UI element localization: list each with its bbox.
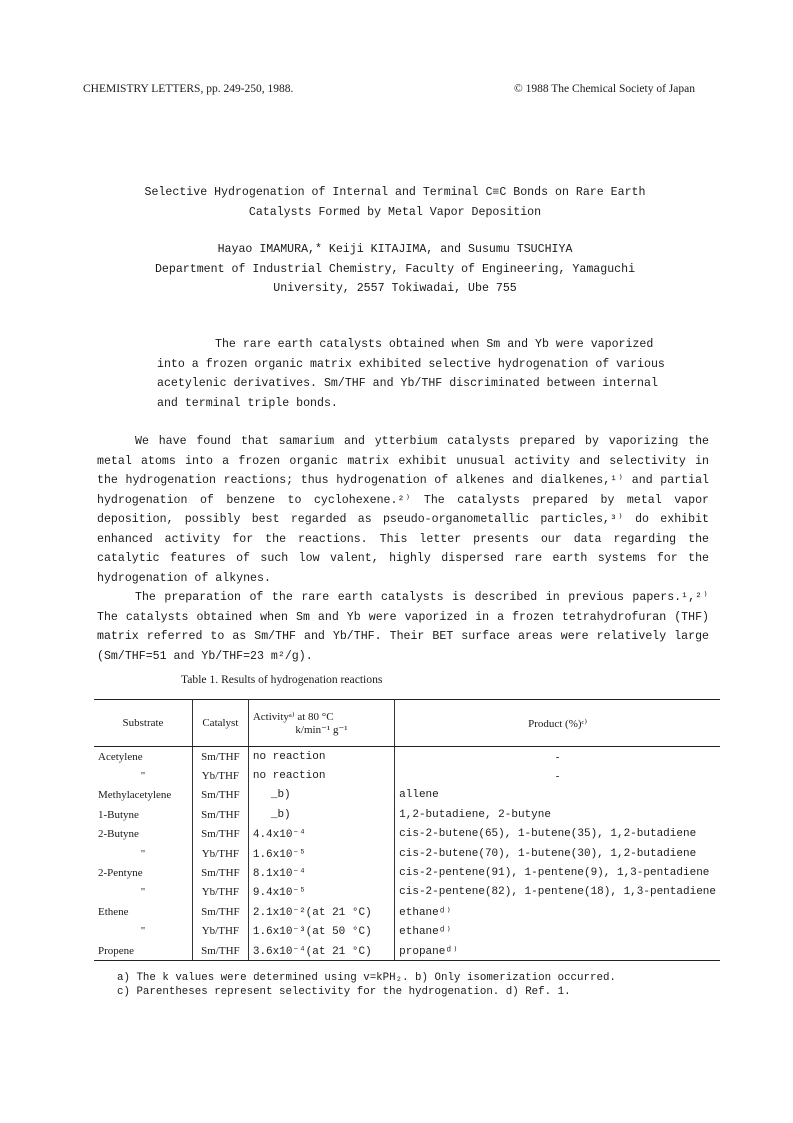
results-table-container — [94, 699, 720, 961]
cell-product: ethaneᵈ⁾ — [399, 926, 452, 939]
cell-product: 1,2-butadiene, 2-butyne — [399, 808, 551, 821]
abstract — [157, 335, 677, 413]
cell-product: ethaneᵈ⁾ — [399, 906, 452, 919]
cell-product: cis-2-butene(65), 1-butene(35), 1,2-butadiene — [399, 828, 697, 841]
cell-activity: no reaction — [248, 766, 394, 785]
cell-product: cis-2-pentene(82), 1-pentene(18), 1,3-pentadiene — [399, 886, 716, 899]
cell-catalyst: Sm/THF — [192, 747, 248, 767]
cell-substrate: Acetylene — [98, 750, 143, 763]
cell-activity: _b) — [248, 805, 394, 824]
affiliation-line-2: University, 2557 Tokiwadai, Ube 755 — [273, 282, 517, 295]
cell-substrate: Ethene — [98, 905, 129, 918]
cell-product: propaneᵈ⁾ — [395, 941, 720, 961]
table-row — [94, 902, 720, 921]
cell-product: - — [555, 770, 560, 783]
cell-catalyst: Sm/THF — [192, 902, 248, 921]
author-names: Hayao IMAMURA,* Keiji KITAJIMA, and Susumu TSUCHIYA — [217, 243, 573, 256]
table-row — [94, 941, 720, 961]
cell-product: allene — [399, 789, 439, 802]
header-activity-line-1: Activityᵃ⁾ at 80 °C — [252, 711, 334, 723]
cell-product: - — [555, 750, 560, 763]
cell-catalyst: Sm/THF — [192, 805, 248, 824]
cell-substrate: Propene — [94, 941, 192, 961]
header-product: Product (%)ᶜ⁾ — [395, 700, 720, 747]
table-caption: Table 1. Results of hydrogenation reactions — [181, 673, 383, 686]
cell-catalyst: Yb/THF — [192, 922, 248, 941]
table-footnotes — [117, 971, 717, 999]
footnote-line-1: a) The k values were determined using v=kPH₂. b) Only isomerization occurred. — [117, 972, 616, 984]
cell-activity: 8.1x10⁻⁴ — [248, 863, 394, 882]
table-row — [94, 747, 720, 767]
cell-catalyst: Sm/THF — [192, 786, 248, 805]
cell-substrate: " — [140, 925, 146, 938]
table-row — [94, 922, 720, 941]
cell-substrate: " — [140, 886, 146, 899]
paragraph-2: The preparation of the rare earth catalysts is described in previous papers.¹,²⁾ The catalysts obtained when Sm and Yb were vaporized in a frozen tetrahydrofuran (THF) matrix referred to as Sm/THF and Yb/THF. Their BET surface areas were relatively large (Sm/THF=51 and Yb/THF=23 m²/g). — [97, 591, 709, 663]
cell-activity: 3.6x10⁻⁴(at 21 °C) — [248, 941, 394, 961]
cell-product: cis-2-butene(70), 1-butene(30), 1,2-butadiene — [399, 847, 697, 860]
article-title — [90, 183, 700, 222]
table-header-row — [94, 700, 720, 747]
header-activity-line-2: k/min⁻¹ g⁻¹ — [295, 724, 348, 736]
table-row — [94, 766, 720, 785]
cell-substrate: Methylacetylene — [98, 789, 172, 802]
header-catalyst: Catalyst — [192, 700, 248, 747]
header-activity — [248, 700, 394, 747]
header-substrate: Substrate — [94, 700, 192, 747]
page-header — [83, 83, 695, 99]
cell-product: cis-2-pentene(91), 1-pentene(9), 1,3-pentadiene — [399, 867, 710, 880]
table-row — [94, 863, 720, 882]
cell-substrate: 2-Pentyne — [98, 867, 143, 880]
journal-citation: CHEMISTRY LETTERS, pp. 249-250, 1988. — [83, 83, 294, 95]
cell-activity: _b) — [248, 786, 394, 805]
cell-activity: 1.6x10⁻³(at 50 °C) — [248, 922, 394, 941]
title-line-2: Catalysts Formed by Metal Vapor Deposition — [248, 205, 542, 219]
table-row — [94, 805, 720, 824]
cell-catalyst: Yb/THF — [192, 844, 248, 863]
footnote-line-2: c) Parentheses represent selectivity for the hydrogenation. d) Ref. 1. — [117, 986, 571, 998]
cell-catalyst: Yb/THF — [192, 766, 248, 785]
cell-activity: 2.1x10⁻²(at 21 °C) — [248, 902, 394, 921]
cell-substrate: 2-Butyne — [98, 828, 139, 841]
body-text — [97, 432, 709, 666]
table-row — [94, 844, 720, 863]
table-row — [94, 883, 720, 902]
abstract-text: The rare earth catalysts obtained when Sm and Yb were vaporized into a frozen organic matrix exhibited selective hydrogenation of various acetylenic derivatives. Sm/THF and Yb/THF discriminated between internal and terminal triple bonds. — [157, 338, 665, 410]
paragraph-1: We have found that samarium and ytterbium catalysts prepared by vaporizing the metal atoms into a frozen organic matrix exhibit unusual activity and selectivity in the hydrogenation reactions; thus hydrogenation of alkenes and dialkenes,¹⁾ and partial hydrogenation of benzene to cyclohexene.²⁾ The catalysts prepared by metal vapor deposition, possibly best regarded as pseudo-organometallic particles,³⁾ do exhibit enhanced activity for the reactions. This letter presents our data regarding the catalytic features of such low valent, highly dispersed rare earth systems for the hydrogenation of alkynes. — [97, 435, 709, 585]
cell-catalyst: Sm/THF — [192, 825, 248, 844]
title-line-1: Selective Hydrogenation of Internal and Terminal C≡C Bonds on Rare Earth — [144, 186, 646, 199]
cell-catalyst: Sm/THF — [192, 941, 248, 961]
cell-substrate: 1-Butyne — [98, 808, 139, 821]
table-row — [94, 786, 720, 805]
copyright-notice: © 1988 The Chemical Society of Japan — [514, 83, 695, 95]
cell-catalyst: Yb/THF — [192, 883, 248, 902]
author-block — [90, 240, 700, 299]
cell-substrate: " — [140, 847, 146, 860]
cell-activity: 9.4x10⁻⁵ — [248, 883, 394, 902]
cell-activity: no reaction — [248, 747, 394, 767]
cell-activity: 1.6x10⁻⁵ — [248, 844, 394, 863]
cell-catalyst: Sm/THF — [192, 863, 248, 882]
results-table — [94, 699, 720, 961]
table-row — [94, 825, 720, 844]
cell-activity: 4.4x10⁻⁴ — [248, 825, 394, 844]
affiliation-line-1: Department of Industrial Chemistry, Faculty of Engineering, Yamaguchi — [154, 262, 636, 276]
cell-substrate: " — [140, 770, 146, 783]
